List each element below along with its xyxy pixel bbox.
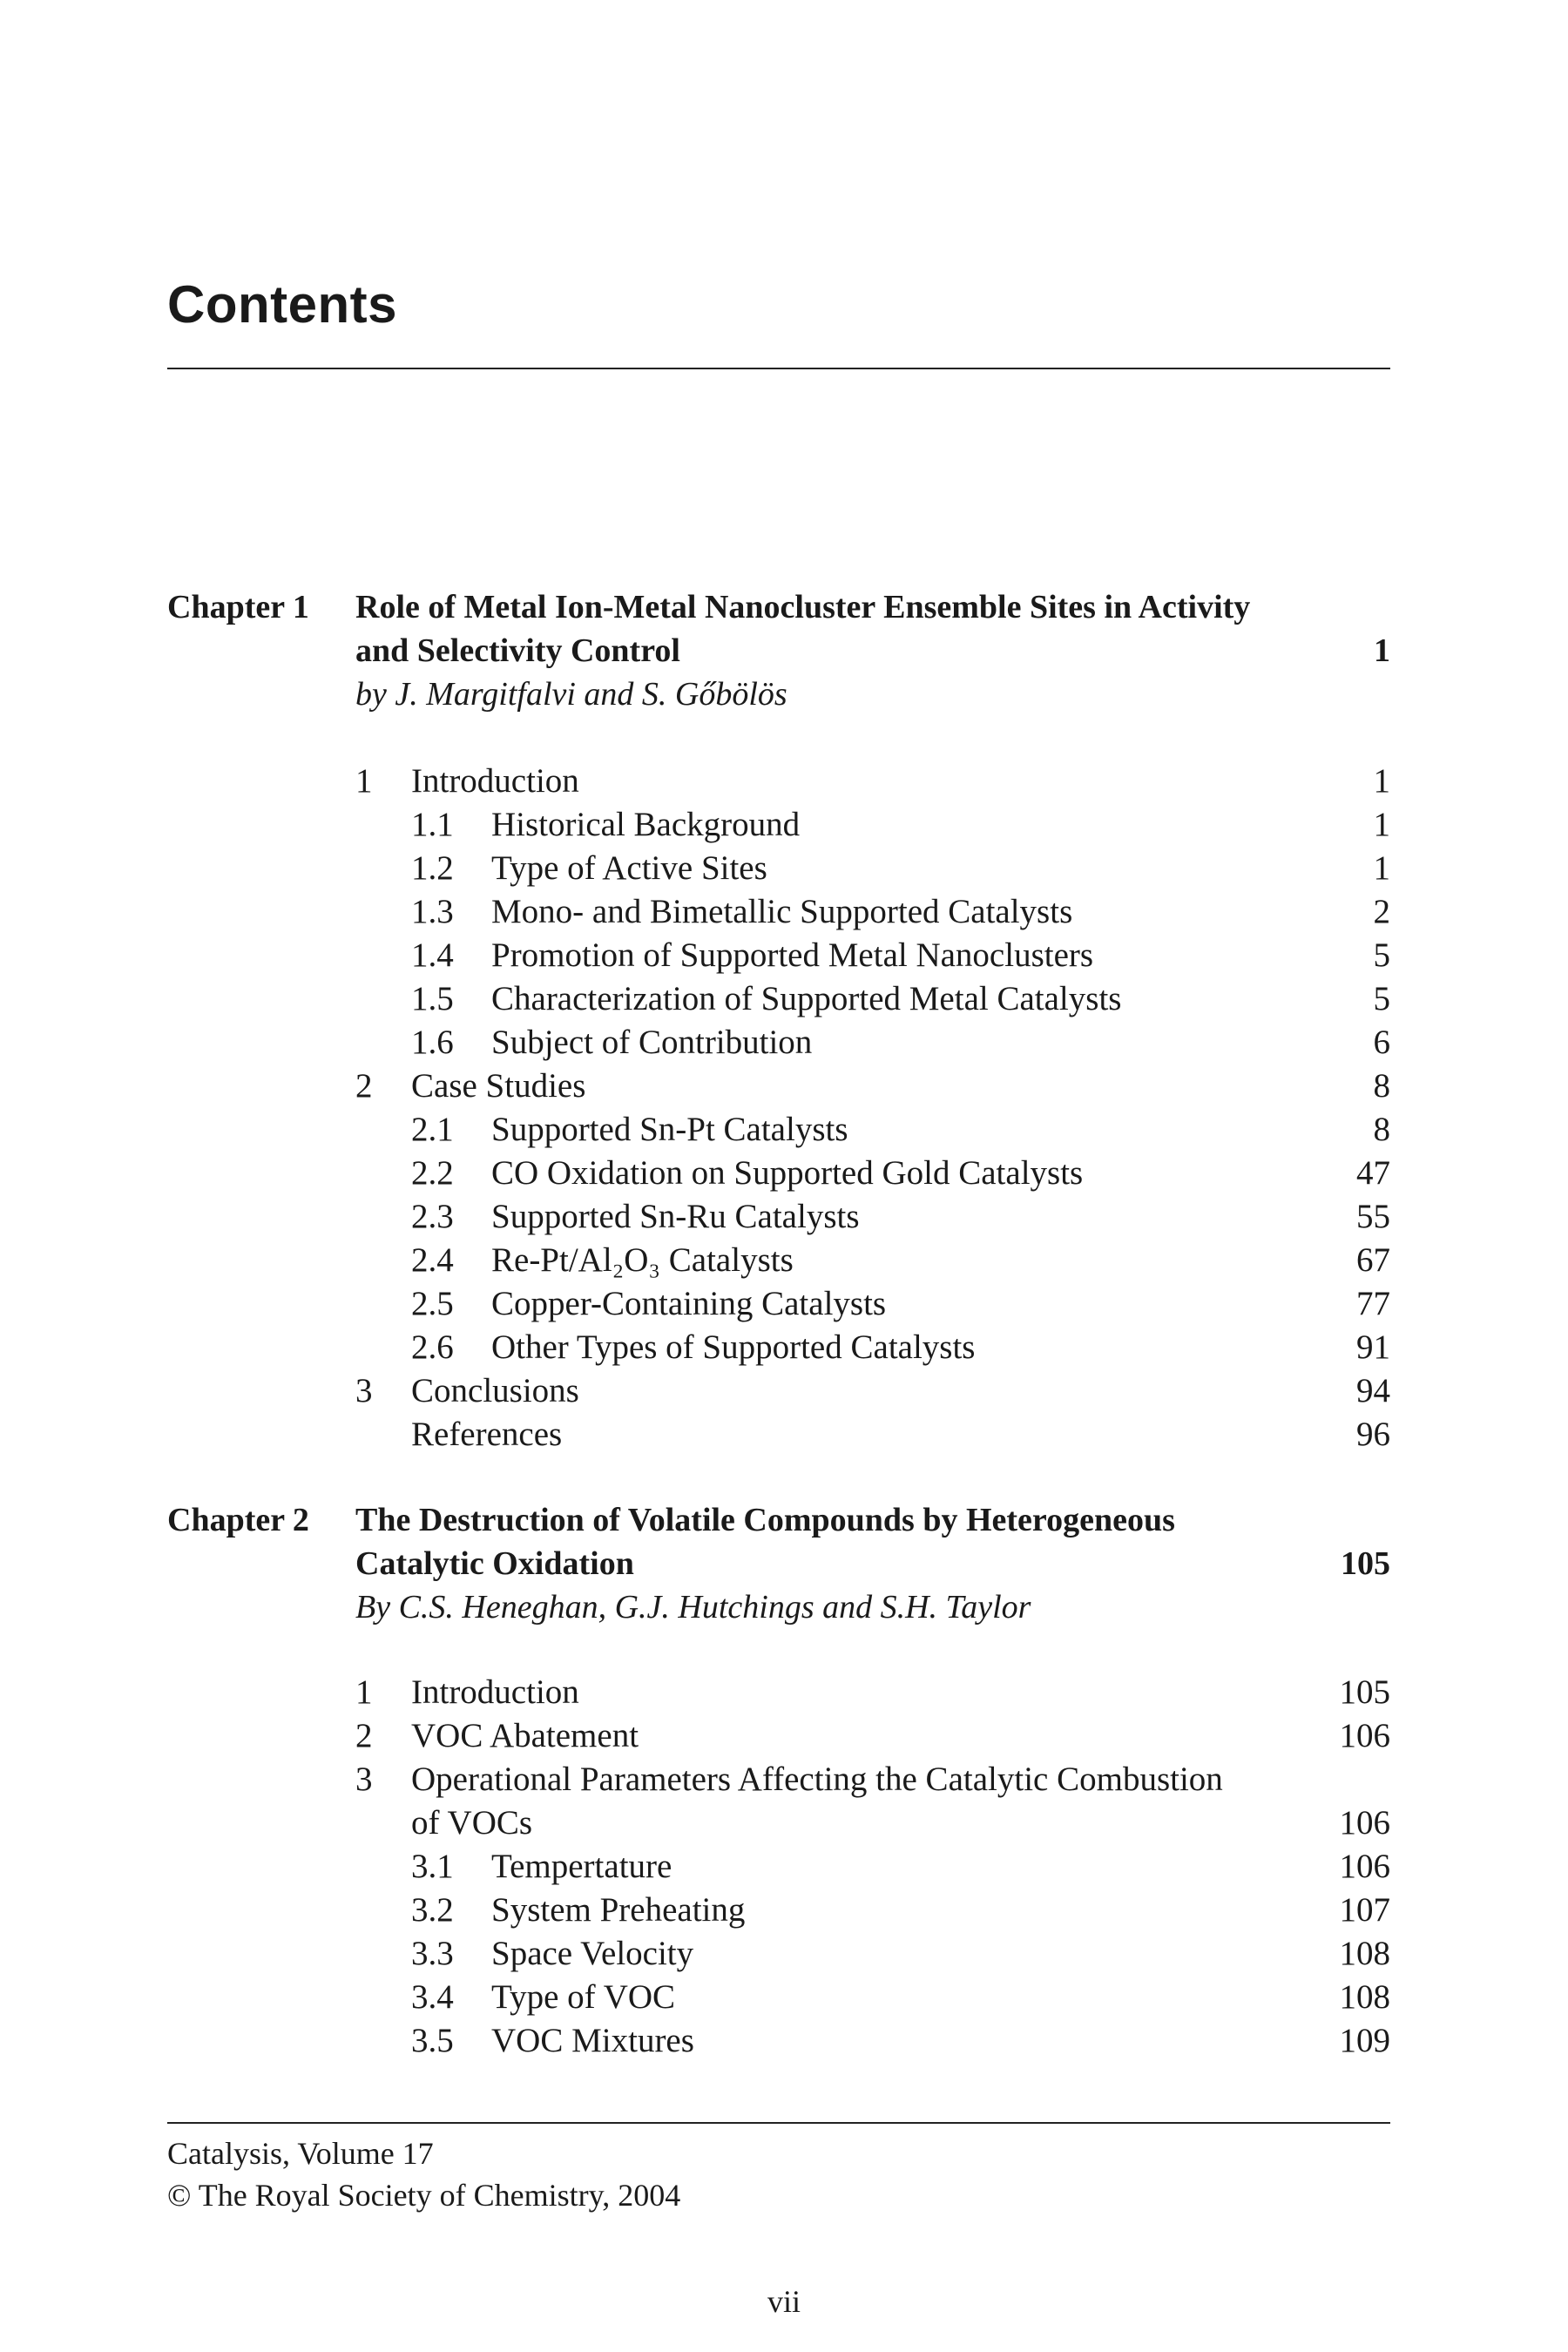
toc-entry <box>355 1195 1390 1239</box>
toc-entry <box>355 760 1390 803</box>
entry-title: Space Velocity <box>491 1935 694 1972</box>
entry-title: Re-Pt/Al₂O₃ Catalysts <box>491 1241 794 1279</box>
entry-number: 2 <box>355 1067 373 1105</box>
entry-title: Conclusions <box>411 1372 579 1409</box>
footer-volume: Catalysis, Volume 17 <box>167 2136 434 2171</box>
chapter-authors: by J. Margitfalvi and S. Gőbölös <box>355 676 787 713</box>
toc-entry <box>355 1671 1390 1714</box>
chapter-title-line: Catalytic Oxidation <box>355 1545 634 1582</box>
entry-page: 105 <box>1339 1673 1390 1711</box>
page-heading: Contents <box>167 275 397 334</box>
entry-number: 2.4 <box>411 1241 454 1279</box>
entry-number: 3 <box>355 1761 373 1798</box>
entry-page: 109 <box>1339 2022 1390 2059</box>
entry-title: Historical Background <box>491 806 801 843</box>
entry-title: References <box>411 1416 563 1453</box>
entry-number: 1 <box>355 1673 373 1711</box>
entry-number: 1 <box>355 762 373 800</box>
entry-title: Other Types of Supported Catalysts <box>491 1328 976 1366</box>
chapter-label: Chapter 1 <box>167 589 309 625</box>
toc-entry <box>355 1369 1390 1413</box>
entry-page: 67 <box>1356 1241 1390 1279</box>
toc-entry <box>355 1932 1390 1976</box>
toc-entry <box>355 1889 1390 1932</box>
toc-entry <box>355 934 1390 977</box>
entry-number: 1.6 <box>411 1024 454 1061</box>
entry-number: 1.1 <box>411 806 454 843</box>
entry-title: Subject of Contribution <box>491 1024 813 1061</box>
entry-number: 3.5 <box>411 2022 454 2059</box>
toc-entry <box>355 890 1390 934</box>
toc-entry <box>355 1282 1390 1326</box>
entry-number: 2.1 <box>411 1111 454 1148</box>
entry-page: 1 <box>1373 806 1390 843</box>
entry-page: 2 <box>1373 893 1390 930</box>
chapter-authors: By C.S. Heneghan, G.J. Hutchings and S.H. Taylor <box>355 1589 1031 1625</box>
entry-number: 2.2 <box>411 1154 454 1192</box>
entry-title: Tempertature <box>491 1848 672 1885</box>
entry-title: System Preheating <box>491 1891 746 1929</box>
chapter-title <box>355 1498 1390 1585</box>
entry-title: Case Studies <box>411 1067 586 1105</box>
entry-page: 6 <box>1373 1024 1390 1061</box>
entry-title: of VOCs <box>411 1804 533 1842</box>
toc-entry <box>355 1714 1390 1758</box>
entry-page: 106 <box>1339 1848 1390 1885</box>
entry-number: 1.3 <box>411 893 454 930</box>
chapter-title <box>355 585 1390 672</box>
entry-title: Introduction <box>411 762 579 800</box>
entry-number: 1.4 <box>411 936 454 974</box>
toc-entry <box>355 1326 1390 1369</box>
entry-page: 94 <box>1356 1372 1390 1409</box>
entry-number: 3 <box>355 1372 373 1409</box>
footer-rule <box>167 2122 1390 2124</box>
chapter-label: Chapter 2 <box>167 1502 309 1538</box>
entry-number: 3.1 <box>411 1848 454 1885</box>
toc-entries <box>355 1671 1390 2063</box>
entry-page: 106 <box>1339 1804 1390 1842</box>
entry-page: 1 <box>1373 762 1390 800</box>
toc-entry <box>355 1239 1390 1282</box>
footer <box>167 2132 680 2216</box>
chapter-title-line: and Selectivity Control <box>355 632 680 669</box>
entry-title: Introduction <box>411 1673 579 1711</box>
entry-title: Promotion of Supported Metal Nanoclusters <box>491 936 1094 974</box>
chapter-title-line: The Destruction of Volatile Compounds by Heterogeneous <box>355 1502 1175 1538</box>
page-number: vii <box>767 2284 801 2319</box>
entry-page: 1 <box>1373 849 1390 887</box>
entry-title: CO Oxidation on Supported Gold Catalysts <box>491 1154 1084 1192</box>
entry-number: 2.6 <box>411 1328 454 1366</box>
footer-copyright: © The Royal Society of Chemistry, 2004 <box>167 2178 681 2213</box>
toc-entry <box>355 1758 1390 1801</box>
toc-entry <box>355 1976 1390 2019</box>
entry-title: VOC Abatement <box>411 1717 639 1754</box>
chapter-page: 1 <box>1374 632 1390 669</box>
toc-entry <box>355 1108 1390 1152</box>
entry-title: Mono- and Bimetallic Supported Catalysts <box>491 893 1073 930</box>
entry-title: Characterization of Supported Metal Catalysts <box>491 980 1122 1017</box>
entry-page: 8 <box>1373 1067 1390 1105</box>
entry-title: VOC Mixtures <box>491 2022 694 2059</box>
chapter-title-line: Role of Metal Ion-Metal Nanocluster Ensemble Sites in Activity <box>355 589 1251 625</box>
toc-entries <box>355 760 1390 1456</box>
entry-page: 5 <box>1373 980 1390 1017</box>
entry-page: 106 <box>1339 1717 1390 1754</box>
entry-page: 5 <box>1373 936 1390 974</box>
entry-number: 1.2 <box>411 849 454 887</box>
entry-number: 1.5 <box>411 980 454 1017</box>
toc-entry <box>355 2019 1390 2063</box>
entry-page: 47 <box>1356 1154 1390 1192</box>
entry-number: 3.3 <box>411 1935 454 1972</box>
entry-page: 108 <box>1339 1978 1390 2016</box>
toc-entry <box>355 803 1390 847</box>
entry-page: 96 <box>1356 1416 1390 1453</box>
entry-page: 8 <box>1373 1111 1390 1148</box>
entry-number: 2.3 <box>411 1198 454 1235</box>
entry-page: 108 <box>1339 1935 1390 1972</box>
toc-entry <box>355 1021 1390 1064</box>
entry-title: Copper-Containing Catalysts <box>491 1285 887 1322</box>
entry-number: 2.5 <box>411 1285 454 1322</box>
chapter-page: 105 <box>1341 1545 1390 1582</box>
entry-title: Type of VOC <box>491 1978 676 2016</box>
entry-page: 107 <box>1339 1891 1390 1929</box>
toc-entry <box>355 1064 1390 1108</box>
heading-rule <box>167 368 1390 369</box>
entry-title: Supported Sn-Ru Catalysts <box>491 1198 860 1235</box>
toc-entry <box>355 847 1390 890</box>
entry-number: 3.4 <box>411 1978 454 2016</box>
entry-page: 55 <box>1356 1198 1390 1235</box>
toc-entry-continuation <box>355 1801 1390 1845</box>
entry-number: 3.2 <box>411 1891 454 1929</box>
toc-entry <box>355 977 1390 1021</box>
entry-page: 91 <box>1356 1328 1390 1366</box>
toc-entry <box>355 1845 1390 1889</box>
entry-page: 77 <box>1356 1285 1390 1322</box>
entry-title: Type of Active Sites <box>491 849 767 887</box>
entry-title: Operational Parameters Affecting the Catalytic Combustion <box>411 1761 1223 1798</box>
entry-title: Supported Sn-Pt Catalysts <box>491 1111 848 1148</box>
toc-entry <box>355 1413 1390 1456</box>
entry-number: 2 <box>355 1717 373 1754</box>
toc-entry <box>355 1152 1390 1195</box>
